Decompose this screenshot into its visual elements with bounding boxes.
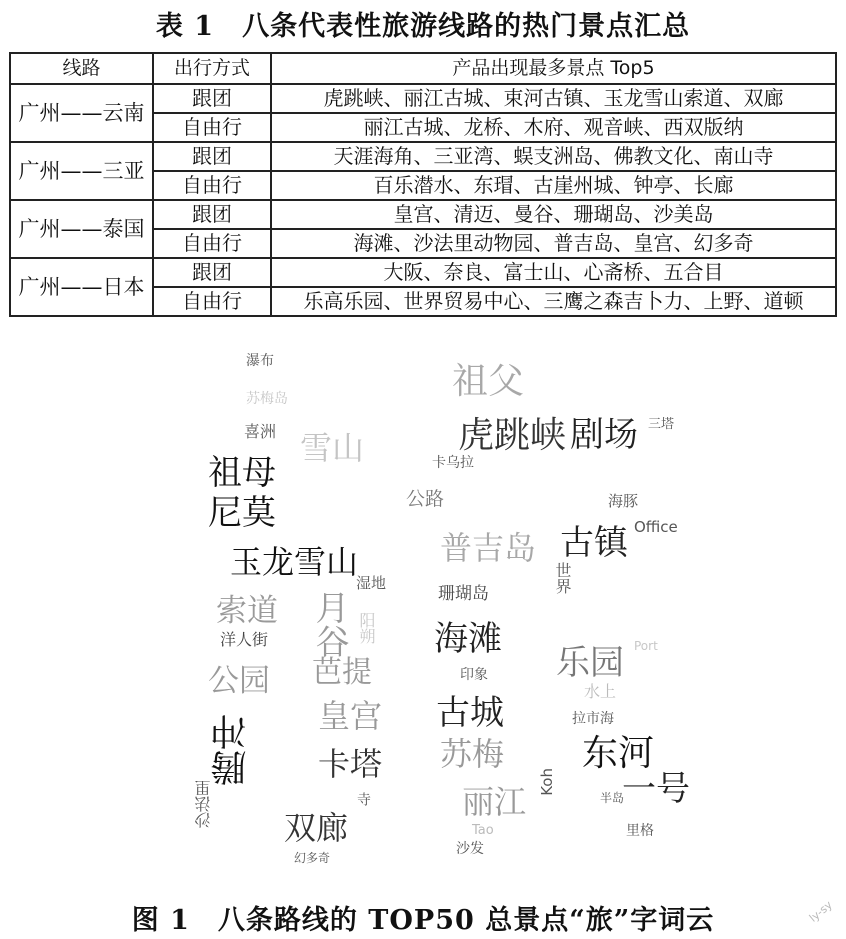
cloud-word: 幻多奇 [294,851,331,865]
cloud-word: 玉龙雪山 [230,543,359,581]
mode-cell: 跟团 [153,142,271,171]
mode-cell: 自由行 [153,287,271,316]
cloud-word: 沙法里 [194,780,213,828]
cloud-word: 阳朔 [357,612,376,644]
table-header-row [10,53,836,84]
route-cell: 广州——云南 [10,84,153,142]
cloud-word: 普吉岛 [440,529,537,567]
spots-cell: 皇宫、清迈、曼谷、珊瑚岛、沙美岛 [271,200,836,229]
cloud-word: 索道 [216,593,278,629]
figure-caption: 图 1 八条路线的 TOP50 总景点“旅”字词云 [131,905,715,936]
cloud-word: Office [634,518,678,536]
cloud-word: Koh [538,768,556,796]
table-row [10,84,836,113]
route-cell: 广州——日本 [10,258,153,316]
cloud-word: 芭提 [312,655,372,690]
cloud-word: 苏梅 [440,735,505,773]
cloud-word: 虎跳峡 [458,415,567,456]
cloud-word: 喜洲 [244,422,277,441]
cloud-word: 古城 [436,693,504,733]
cloud-word: 瀑布 [246,353,274,369]
cloud-word: 湿地 [356,574,387,592]
cloud-word: 双廊 [284,809,349,847]
word-cloud [150,340,710,880]
table-row [10,200,836,229]
cloud-word: 洋人街 [220,630,269,649]
spots-cell: 丽江古城、龙桥、木府、观音峡、西双版纳 [271,113,836,142]
cloud-word: 海豚 [608,492,639,510]
cloud-word: 寺 [355,792,371,806]
column-header-mode: 出行方式 [153,53,271,84]
watermark: ly-sy [806,898,835,925]
cloud-word: 腾冲 [211,714,252,786]
mode-cell: 跟团 [153,258,271,287]
cloud-word: 拉市海 [572,711,614,727]
spots-cell: 乐高乐园、世界贸易中心、三鹰之森吉卜力、上野、道顿 [271,287,836,316]
route-cell: 广州——三亚 [10,142,153,200]
cloud-word: 祖母 [208,453,276,493]
table-row [10,142,836,171]
routes-table [9,52,837,317]
cloud-word: 公园 [208,663,270,699]
cloud-word: 剧场 [570,415,638,455]
spots-cell: 虎跳峡、丽江古城、束河古镇、玉龙雪山索道、双廊 [271,84,836,113]
cloud-word: 水上 [584,682,617,701]
cloud-word: 卡乌拉 [432,455,474,471]
cloud-word: Tao [472,823,494,838]
cloud-word: 皇宫 [318,697,383,735]
cloud-word: 一号 [622,769,690,809]
cloud-word: 公路 [406,488,445,510]
cloud-word: 三塔 [648,417,675,432]
column-header-spots: 产品出现最多景点 Top5 [271,53,836,84]
mode-cell: 自由行 [153,171,271,200]
cloud-word: 丽江 [462,783,527,821]
table-caption: 表 1 八条代表性旅游线路的热门景点汇总 [155,11,691,42]
cloud-word: 半岛 [600,791,625,805]
mode-cell: 自由行 [153,229,271,258]
mode-cell: 跟团 [153,200,271,229]
cloud-word: 卡塔 [318,745,383,783]
spots-cell: 百乐潜水、东瑁、古崖州城、钟亭、长廊 [271,171,836,200]
mode-cell: 自由行 [153,113,271,142]
table-row [10,258,836,287]
cloud-word: 雪山 [300,429,365,467]
cloud-word: 世界 [553,562,572,594]
cloud-word: 海滩 [434,619,502,659]
spots-cell: 天涯海角、三亚湾、蜈支洲岛、佛教文化、南山寺 [271,142,836,171]
cloud-word: 尼莫 [208,493,276,533]
mode-cell: 跟团 [153,84,271,113]
cloud-word: 珊瑚岛 [438,584,489,604]
cloud-word: 月谷 [309,590,349,658]
cloud-word: Port [634,639,658,653]
cloud-word: 沙发 [456,841,484,857]
cloud-word: 印象 [460,667,488,683]
route-cell: 广州——泰国 [10,200,153,258]
cloud-word: 东河 [582,733,655,774]
cloud-word: 乐园 [556,643,624,683]
cloud-word: 苏梅岛 [246,391,288,407]
column-header-route: 线路 [10,53,153,84]
spots-cell: 大阪、奈良、富士山、心斋桥、五合目 [271,258,836,287]
cloud-word: 古镇 [560,523,628,563]
cloud-word: 祖父 [452,361,525,402]
cloud-word: 里格 [626,823,654,839]
spots-cell: 海滩、沙法里动物园、普吉岛、皇宫、幻多奇 [271,229,836,258]
